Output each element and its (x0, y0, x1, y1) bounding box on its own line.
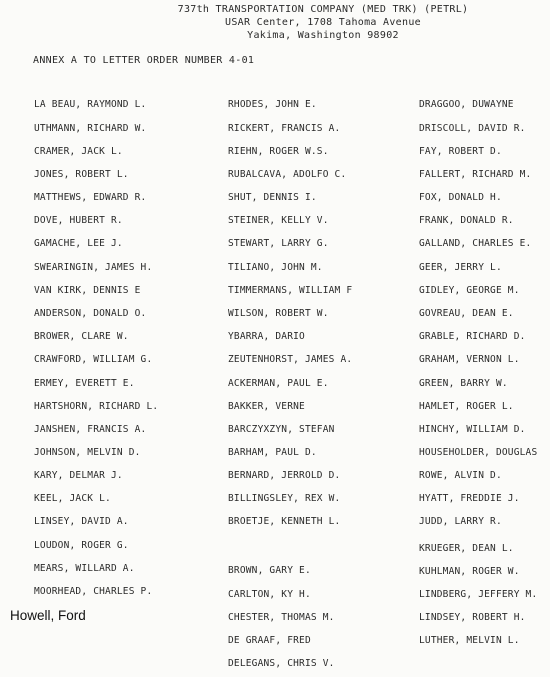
person-name: BARCZYXZYN, STEFAN (228, 424, 335, 435)
person-name: YBARRA, DARIO (228, 331, 305, 342)
person-name: GEER, JERRY L. (419, 262, 502, 273)
person-name: CHESTER, THOMAS M. (228, 612, 335, 623)
person-name: DRAGGOO, DUWAYNE (419, 99, 514, 110)
person-name: UTHMANN, RICHARD W. (34, 123, 147, 134)
person-name: WILSON, ROBERT W. (228, 308, 329, 319)
header-city: Yakima, Washington 98902 (247, 30, 399, 41)
person-name: RUBALCAVA, ADOLFO C. (228, 169, 347, 180)
person-name: CARLTON, KY H. (228, 589, 311, 600)
person-name: DE GRAAF, FRED (228, 635, 311, 646)
person-name: VAN KIRK, DENNIS E (34, 285, 141, 296)
person-name: JOHNSON, MELVIN D. (34, 447, 141, 458)
annex-title: ANNEX A TO LETTER ORDER NUMBER 4-01 (33, 55, 255, 66)
person-name: BROWN, GARY E. (228, 565, 311, 576)
person-name: BAKKER, VERNE (228, 401, 305, 412)
person-name: KARY, DELMAR J. (34, 470, 123, 481)
person-name: FALLERT, RICHARD M. (419, 169, 532, 180)
person-name: FRANK, DONALD R. (419, 215, 514, 226)
person-name: HINCHY, WILLIAM D. (419, 424, 526, 435)
person-name: KRUEGER, DEAN L. (419, 543, 514, 554)
person-name: DELEGANS, CHRIS V. (228, 658, 335, 669)
person-name: LINDSEY, ROBERT H. (419, 612, 526, 623)
annotation-label: Howell, Ford (10, 608, 86, 623)
person-name: DOVE, HUBERT R. (34, 215, 123, 226)
person-name: FOX, DONALD H. (419, 192, 502, 203)
header-address: USAR Center, 1708 Tahoma Avenue (225, 17, 421, 28)
person-name: HOUSEHOLDER, DOUGLAS (419, 447, 538, 458)
person-name: HAMLET, ROGER L. (419, 401, 514, 412)
person-name: BERNARD, JERROLD D. (228, 470, 341, 481)
person-name: ROWE, ALVIN D. (419, 470, 502, 481)
person-name: SHUT, DENNIS I. (228, 192, 317, 203)
person-name: GRABLE, RICHARD D. (419, 331, 526, 342)
person-name: STEINER, KELLY V. (228, 215, 329, 226)
person-name: CRAMER, JACK L. (34, 146, 123, 157)
header-company: 737th TRANSPORTATION COMPANY (MED TRK) (PETRL) (177, 4, 469, 15)
person-name: LOUDON, ROGER G. (34, 540, 129, 551)
person-name: JONES, ROBERT L. (34, 169, 129, 180)
person-name: CRAWFORD, WILLIAM G. (34, 354, 153, 365)
person-name: LINSEY, DAVID A. (34, 516, 129, 527)
person-name: RIEHN, ROGER W.S. (228, 146, 329, 157)
person-name: JUDD, LARRY R. (419, 516, 502, 527)
person-name: STEWART, LARRY G. (228, 238, 329, 249)
person-name: GAMACHE, LEE J. (34, 238, 123, 249)
person-name: BROETJE, KENNETH L. (228, 516, 341, 527)
person-name: FAY, ROBERT D. (419, 146, 502, 157)
person-name: KUHLMAN, ROGER W. (419, 566, 520, 577)
person-name: MATTHEWS, EDWARD R. (34, 192, 147, 203)
person-name: ACKERMAN, PAUL E. (228, 378, 329, 389)
person-name: ANDERSON, DONALD O. (34, 308, 147, 319)
person-name: TILIANO, JOHN M. (228, 262, 323, 273)
person-name: GOVREAU, DEAN E. (419, 308, 514, 319)
person-name: TIMMERMANS, WILLIAM F (228, 285, 353, 296)
person-name: MEARS, WILLARD A. (34, 563, 135, 574)
person-name: LA BEAU, RAYMOND L. (34, 99, 147, 110)
person-name: BARHAM, PAUL D. (228, 447, 317, 458)
person-name: GREEN, BARRY W. (419, 378, 508, 389)
person-name: LINDBERG, JEFFERY M. (419, 589, 538, 600)
person-name: BROWER, CLARE W. (34, 331, 129, 342)
person-name: GIDLEY, GEORGE M. (419, 285, 520, 296)
person-name: GRAHAM, VERNON L. (419, 354, 520, 365)
person-name: RHODES, JOHN E. (228, 99, 317, 110)
person-name: BILLINGSLEY, REX W. (228, 493, 341, 504)
person-name: MOORHEAD, CHARLES P. (34, 586, 153, 597)
person-name: ZEUTENHORST, JAMES A. (228, 354, 353, 365)
person-name: JANSHEN, FRANCIS A. (34, 424, 147, 435)
person-name: GALLAND, CHARLES E. (419, 238, 532, 249)
person-name: LUTHER, MELVIN L. (419, 635, 520, 646)
person-name: DRISCOLL, DAVID R. (419, 123, 526, 134)
person-name: KEEL, JACK L. (34, 493, 111, 504)
person-name: HARTSHORN, RICHARD L. (34, 401, 159, 412)
person-name: ERMEY, EVERETT E. (34, 378, 135, 389)
person-name: RICKERT, FRANCIS A. (228, 123, 341, 134)
person-name: SWEARINGIN, JAMES H. (34, 262, 153, 273)
person-name: HYATT, FREDDIE J. (419, 493, 520, 504)
